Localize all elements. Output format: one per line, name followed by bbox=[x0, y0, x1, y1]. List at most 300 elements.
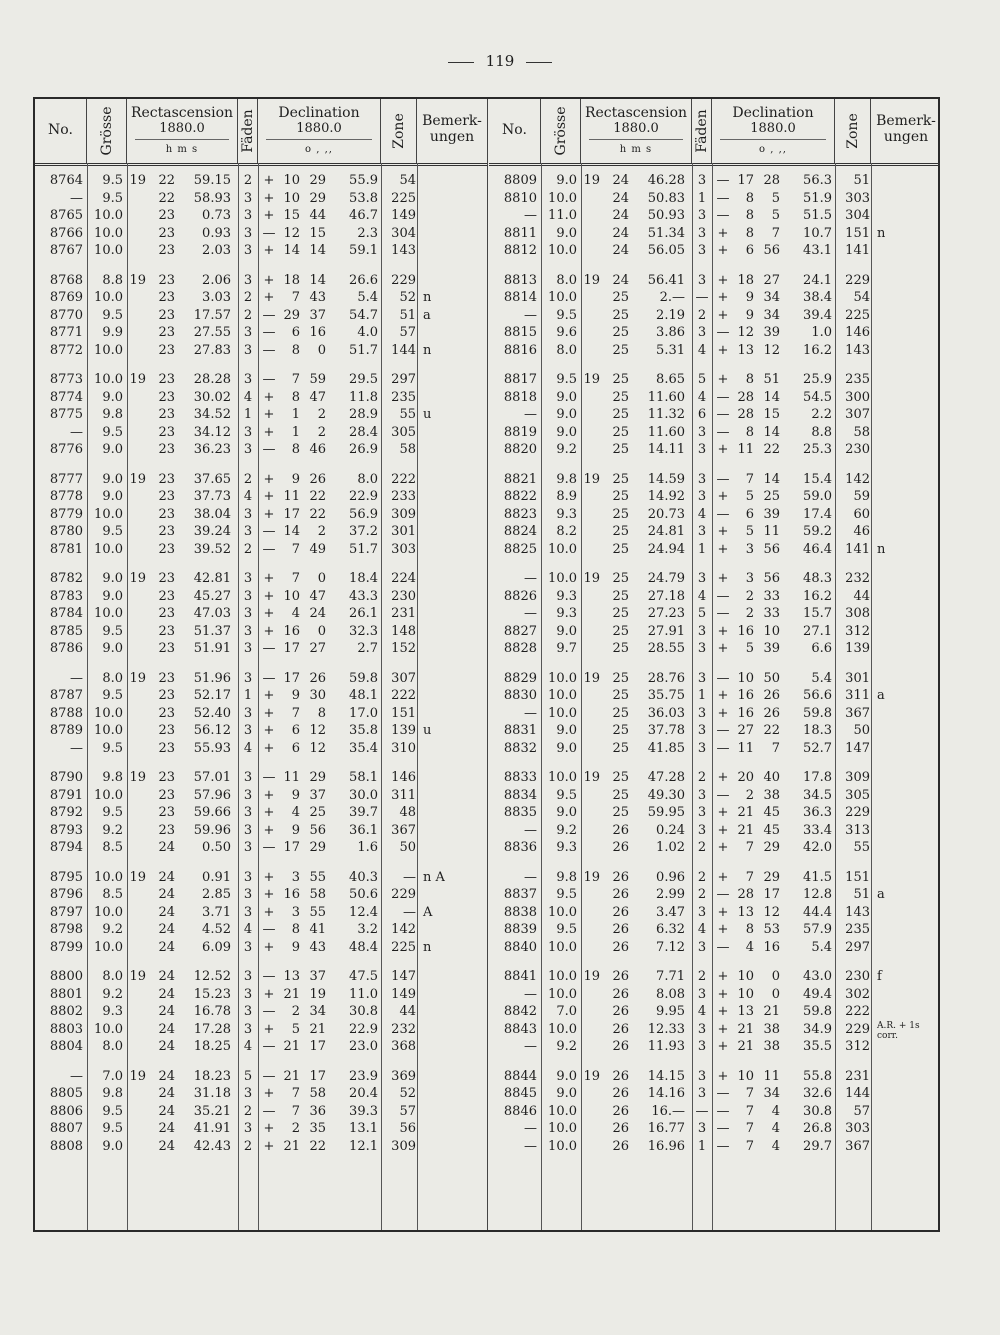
cell-gr: 8.0 bbox=[102, 1039, 123, 1054]
cell-ram: 23 bbox=[158, 407, 175, 422]
cell-sg: + bbox=[717, 869, 729, 885]
cell-ram: 25 bbox=[612, 424, 629, 440]
cell-dm: 16 bbox=[763, 939, 780, 955]
cell-ras: 27.91 bbox=[647, 623, 685, 639]
cell-dd: 21 bbox=[283, 1068, 300, 1084]
cell-sg: + bbox=[263, 424, 275, 440]
cell-gr: 10.0 bbox=[548, 770, 577, 785]
star-row bbox=[35, 1021, 487, 1039]
cell-dm: 34 bbox=[309, 1004, 326, 1019]
cell-ds: 29.5 bbox=[349, 372, 378, 387]
cell-ds: 59.0 bbox=[803, 489, 832, 504]
cell-sg: + bbox=[717, 904, 729, 920]
cell-no: 8826 bbox=[503, 588, 537, 604]
header-ra-title: Rectascension bbox=[584, 105, 688, 121]
cell-ram: 25 bbox=[612, 372, 629, 387]
cell-gr: 9.0 bbox=[102, 1138, 123, 1154]
cell-zn: 52 bbox=[399, 290, 416, 305]
cell-ram: 23 bbox=[158, 307, 175, 323]
cell-gr: 9.3 bbox=[556, 506, 577, 522]
cell-fa: 3 bbox=[243, 424, 253, 440]
cell-dd: 7 bbox=[745, 840, 754, 855]
cell-sg: — bbox=[716, 887, 730, 902]
cell-zn: 225 bbox=[391, 190, 416, 206]
star-row bbox=[489, 869, 940, 887]
cell-ram: 23 bbox=[158, 342, 175, 358]
star-catalog-table bbox=[33, 97, 940, 1232]
cell-zn: 235 bbox=[391, 389, 416, 405]
cell-dd: 13 bbox=[737, 1004, 754, 1019]
cell-no: — bbox=[70, 1068, 83, 1084]
cell-sg: + bbox=[263, 1086, 275, 1101]
cell-no: 8786 bbox=[49, 641, 83, 656]
cell-gr: 9.5 bbox=[102, 1121, 123, 1136]
cell-zn: 229 bbox=[391, 887, 416, 902]
cell-sg: — bbox=[262, 442, 276, 457]
star-row bbox=[35, 242, 487, 260]
cell-dm: 38 bbox=[763, 1021, 780, 1037]
cell-sg: + bbox=[717, 1004, 729, 1019]
cell-ds: 47.5 bbox=[349, 969, 378, 984]
cell-ras: 57.96 bbox=[193, 787, 231, 803]
cell-ram: 23 bbox=[158, 372, 175, 387]
header-ra-rule bbox=[589, 139, 683, 140]
cell-no: 8829 bbox=[503, 670, 537, 686]
cell-dd: 5 bbox=[745, 641, 754, 656]
star-group bbox=[489, 272, 940, 360]
cell-no: 8846 bbox=[503, 1103, 537, 1119]
cell-ras: 11.60 bbox=[647, 424, 685, 440]
cell-fa: 3 bbox=[243, 822, 253, 838]
cell-ras: 50.93 bbox=[647, 208, 685, 223]
cell-dm: 37 bbox=[309, 787, 326, 803]
cell-dm: 22 bbox=[763, 723, 780, 738]
cell-dd: 6 bbox=[291, 325, 300, 340]
star-row bbox=[35, 190, 487, 208]
cell-gr: 9.0 bbox=[102, 588, 123, 604]
header-bemerk-1: Bemerk- bbox=[422, 113, 482, 129]
cell-fa: 3 bbox=[697, 705, 707, 721]
cell-dm: 46 bbox=[309, 442, 326, 457]
cell-ram: 26 bbox=[612, 1086, 629, 1101]
cell-ras: 0.73 bbox=[202, 208, 231, 223]
cell-sg: + bbox=[263, 606, 275, 621]
cell-no: 8809 bbox=[503, 173, 537, 188]
header-cell-bem bbox=[871, 99, 941, 163]
cell-zn: 57 bbox=[399, 1103, 416, 1119]
cell-ras: 50.83 bbox=[647, 190, 685, 206]
cell-gr: 8.2 bbox=[556, 524, 577, 539]
cell-ras: 2.85 bbox=[202, 887, 231, 902]
cell-dd: 8 bbox=[291, 342, 300, 358]
cell-zn: 305 bbox=[391, 424, 416, 440]
cell-no: 8810 bbox=[503, 190, 537, 206]
cell-no: 8779 bbox=[49, 506, 83, 522]
header-fa: Fäden bbox=[239, 109, 256, 153]
cell-sg: + bbox=[263, 939, 275, 955]
cell-gr: 9.0 bbox=[102, 571, 123, 586]
cell-sg: + bbox=[717, 623, 729, 639]
cell-gr: 9.8 bbox=[102, 1086, 123, 1101]
cell-dm: 11 bbox=[763, 524, 780, 539]
cell-no: — bbox=[70, 190, 83, 206]
cell-gr: 9.3 bbox=[556, 588, 577, 604]
cell-ras: 37.73 bbox=[193, 489, 231, 504]
star-row bbox=[489, 1068, 940, 1086]
cell-fa: 3 bbox=[697, 524, 707, 539]
cell-sg: — bbox=[262, 225, 276, 241]
cell-gr: 10.0 bbox=[548, 939, 577, 955]
star-row bbox=[35, 289, 487, 307]
cell-ds: 10.7 bbox=[803, 225, 832, 241]
cell-sg: + bbox=[717, 372, 729, 387]
cell-dd: 10 bbox=[737, 1068, 754, 1084]
cell-dd: 7 bbox=[291, 541, 300, 557]
cell-dm: 38 bbox=[763, 1039, 780, 1054]
cell-fa: 4 bbox=[697, 588, 707, 604]
cell-ram: 26 bbox=[612, 904, 629, 920]
star-row bbox=[489, 1103, 940, 1121]
star-row bbox=[489, 1021, 940, 1039]
cell-ds: 18.3 bbox=[803, 723, 832, 738]
cell-gr: 9.2 bbox=[556, 822, 577, 838]
star-row bbox=[35, 886, 487, 904]
cell-sg: + bbox=[263, 986, 275, 1002]
cell-dm: 56 bbox=[763, 541, 780, 557]
cell-ds: 25.9 bbox=[803, 372, 832, 387]
header-ra-units: h m s bbox=[165, 144, 199, 155]
cell-fa: 2 bbox=[243, 1103, 253, 1119]
cell-gr: 9.0 bbox=[556, 389, 577, 405]
cell-dd: 17 bbox=[283, 506, 300, 522]
cell-sg: + bbox=[717, 641, 729, 656]
cell-ram: 24 bbox=[158, 922, 175, 937]
cell-zn: 46 bbox=[853, 524, 870, 539]
cell-ras: 24.94 bbox=[647, 541, 685, 557]
cell-ras: 27.55 bbox=[193, 325, 231, 340]
cell-rah: 19 bbox=[129, 173, 146, 188]
cell-no: — bbox=[524, 307, 537, 323]
cell-ram: 25 bbox=[612, 723, 629, 738]
cell-dd: 21 bbox=[737, 822, 754, 838]
cell-dm: 40 bbox=[763, 770, 780, 785]
cell-dd: 8 bbox=[745, 190, 754, 206]
cell-ras: 47.28 bbox=[647, 770, 685, 785]
cell-zn: 146 bbox=[845, 325, 870, 340]
cell-dd: 11 bbox=[283, 770, 300, 785]
cell-dm: 12 bbox=[309, 740, 326, 756]
cell-rah: 19 bbox=[583, 571, 600, 586]
cell-ram: 24 bbox=[612, 190, 629, 206]
cell-sg: — bbox=[716, 1138, 730, 1154]
cell-dd: 2 bbox=[291, 1121, 300, 1136]
header-dec-units: o , ,, bbox=[759, 144, 787, 155]
cell-no: 8798 bbox=[49, 922, 83, 937]
star-row bbox=[489, 769, 940, 787]
cell-ds: 52.7 bbox=[803, 740, 832, 756]
cell-zn: 313 bbox=[845, 822, 870, 838]
cell-gr: 7.0 bbox=[102, 1068, 123, 1084]
cell-ds: 11.8 bbox=[349, 389, 378, 405]
cell-dm: 29 bbox=[763, 869, 780, 885]
star-group bbox=[489, 1068, 940, 1156]
cell-ras: 28.55 bbox=[647, 641, 685, 656]
cell-ram: 24 bbox=[158, 1138, 175, 1154]
cell-dm: 7 bbox=[771, 225, 780, 241]
cell-sg: + bbox=[717, 1021, 729, 1037]
cell-bm: a bbox=[423, 307, 431, 323]
cell-ds: 39.3 bbox=[349, 1103, 378, 1119]
star-row bbox=[489, 523, 940, 541]
star-row bbox=[489, 471, 940, 489]
header-dec-title: Declination bbox=[732, 105, 814, 121]
cell-ds: 59.2 bbox=[803, 524, 832, 539]
star-row bbox=[489, 389, 940, 407]
cell-dd: 28 bbox=[737, 407, 754, 422]
cell-sg: + bbox=[717, 805, 729, 820]
cell-ram: 26 bbox=[612, 887, 629, 902]
cell-gr: 10.0 bbox=[548, 571, 577, 586]
cell-sg: + bbox=[263, 740, 275, 756]
header-dec-rule bbox=[720, 139, 826, 140]
cell-fa: 3 bbox=[243, 272, 253, 288]
cell-ds: 43.3 bbox=[349, 588, 378, 604]
cell-ds: 30.0 bbox=[349, 787, 378, 803]
star-row bbox=[35, 623, 487, 641]
cell-ras: 56.05 bbox=[647, 243, 685, 258]
star-group bbox=[35, 570, 487, 658]
cell-no: 8814 bbox=[503, 290, 537, 305]
cell-dm: 55 bbox=[309, 904, 326, 920]
cell-dd: 8 bbox=[745, 922, 754, 937]
star-row bbox=[35, 722, 487, 740]
cell-no: 8792 bbox=[49, 805, 83, 820]
cell-dm: 35 bbox=[309, 1121, 326, 1136]
star-group bbox=[35, 670, 487, 758]
cell-ram: 25 bbox=[612, 471, 629, 487]
cell-bm: n bbox=[877, 541, 886, 557]
cell-no: 8782 bbox=[49, 571, 83, 586]
cell-ram: 25 bbox=[612, 407, 629, 422]
cell-ds: 5.4 bbox=[811, 670, 832, 686]
cell-ras: 41.91 bbox=[193, 1121, 231, 1136]
cell-dm: 47 bbox=[309, 588, 326, 604]
cell-dm: 26 bbox=[309, 670, 326, 686]
cell-gr: 10.0 bbox=[94, 606, 123, 621]
cell-ram: 25 bbox=[612, 606, 629, 621]
cell-dm: 5 bbox=[771, 208, 780, 223]
star-row bbox=[489, 968, 940, 986]
star-row bbox=[489, 324, 940, 342]
cell-dm: 37 bbox=[309, 307, 326, 323]
cell-gr: 10.0 bbox=[548, 1021, 577, 1037]
cell-sg: — bbox=[716, 190, 730, 206]
cell-ram: 23 bbox=[158, 805, 175, 820]
cell-no: 8816 bbox=[503, 342, 537, 358]
cell-no: 8844 bbox=[503, 1068, 537, 1084]
cell-fa: 3 bbox=[697, 986, 707, 1002]
cell-dm: 14 bbox=[763, 471, 780, 487]
cell-ds: 56.9 bbox=[349, 506, 378, 522]
cell-dm: 59 bbox=[309, 372, 326, 387]
cell-zn: 312 bbox=[845, 1039, 870, 1054]
cell-no: — bbox=[524, 822, 537, 838]
cell-dd: 10 bbox=[283, 588, 300, 604]
star-row bbox=[489, 506, 940, 524]
header-gr: Grösse bbox=[98, 106, 115, 156]
cell-ram: 23 bbox=[158, 541, 175, 557]
cell-sg: + bbox=[263, 869, 275, 885]
cell-ds: 5.4 bbox=[357, 290, 378, 305]
cell-gr: 9.7 bbox=[556, 641, 577, 656]
cell-sg: + bbox=[263, 705, 275, 721]
cell-ram: 24 bbox=[158, 1068, 175, 1084]
star-row bbox=[489, 207, 940, 225]
cell-fa: 1 bbox=[697, 688, 707, 703]
cell-no: 8773 bbox=[49, 372, 83, 387]
cell-dd: 2 bbox=[745, 588, 754, 604]
cell-ras: 51.91 bbox=[193, 641, 231, 656]
header-dec-epoch: 1880.0 bbox=[750, 121, 796, 136]
star-row bbox=[489, 623, 940, 641]
cell-no: — bbox=[524, 869, 537, 885]
cell-ds: 46.7 bbox=[349, 208, 378, 223]
cell-ds: 4.0 bbox=[357, 325, 378, 340]
cell-dd: 5 bbox=[745, 489, 754, 504]
star-group bbox=[489, 670, 940, 758]
cell-ram: 25 bbox=[612, 705, 629, 721]
header-cell-no bbox=[35, 99, 87, 163]
cell-no: 8840 bbox=[503, 939, 537, 955]
cell-ras: 18.25 bbox=[193, 1039, 231, 1054]
cell-sg: — bbox=[262, 1039, 276, 1054]
cell-ds: 36.3 bbox=[803, 805, 832, 820]
cell-rah: 19 bbox=[583, 869, 600, 885]
cell-dd: 21 bbox=[737, 1021, 754, 1037]
cell-gr: 10.0 bbox=[94, 290, 123, 305]
star-row bbox=[35, 324, 487, 342]
cell-fa: 3 bbox=[243, 208, 253, 223]
cell-ds: 59.8 bbox=[803, 1004, 832, 1019]
cell-sg: — bbox=[716, 389, 730, 405]
cell-dd: 7 bbox=[291, 705, 300, 721]
cell-ras: 14.59 bbox=[647, 471, 685, 487]
cell-gr: 10.0 bbox=[94, 506, 123, 522]
cell-sg: + bbox=[717, 489, 729, 504]
cell-ras: 52.17 bbox=[193, 688, 231, 703]
cell-dd: 7 bbox=[745, 1086, 754, 1101]
cell-zn: 311 bbox=[391, 787, 416, 803]
star-row bbox=[489, 371, 940, 389]
cell-gr: 10.0 bbox=[94, 904, 123, 920]
cell-dd: 16 bbox=[283, 623, 300, 639]
table-header bbox=[489, 99, 940, 166]
cell-ds: 54.5 bbox=[803, 389, 832, 405]
star-row bbox=[489, 242, 940, 260]
cell-gr: 10.0 bbox=[548, 541, 577, 557]
cell-ras: 6.32 bbox=[656, 922, 685, 937]
cell-sg: + bbox=[263, 208, 275, 223]
cell-zn: 309 bbox=[391, 1138, 416, 1154]
cell-ram: 24 bbox=[158, 986, 175, 1002]
cell-sg: — bbox=[262, 969, 276, 984]
cell-dd: 1 bbox=[291, 424, 300, 440]
cell-sg: + bbox=[263, 389, 275, 405]
cell-zn: 230 bbox=[391, 588, 416, 604]
star-row bbox=[35, 441, 487, 459]
cell-ds: 55.8 bbox=[803, 1068, 832, 1084]
cell-sg: — bbox=[262, 524, 276, 539]
cell-dm: 2 bbox=[317, 407, 326, 422]
cell-ram: 25 bbox=[612, 524, 629, 539]
cell-ds: 2.7 bbox=[357, 641, 378, 656]
cell-dm: 29 bbox=[763, 840, 780, 855]
star-group bbox=[489, 371, 940, 459]
cell-gr: 9.0 bbox=[556, 407, 577, 422]
cell-fa: 3 bbox=[697, 670, 707, 686]
cell-no: 8839 bbox=[503, 922, 537, 937]
star-row bbox=[489, 1003, 940, 1021]
cell-sg: — bbox=[262, 1004, 276, 1019]
cell-gr: 9.5 bbox=[102, 805, 123, 820]
star-row bbox=[35, 1003, 487, 1021]
cell-sg: + bbox=[717, 524, 729, 539]
cell-ras: 46.28 bbox=[647, 173, 685, 188]
cell-no: 8770 bbox=[49, 307, 83, 323]
cell-ras: 51.96 bbox=[193, 670, 231, 686]
cell-gr: 10.0 bbox=[94, 939, 123, 955]
cell-ds: 50.6 bbox=[349, 887, 378, 902]
cell-ds: 51.9 bbox=[803, 190, 832, 206]
cell-ras: 57.01 bbox=[193, 770, 231, 785]
cell-dd: 8 bbox=[291, 442, 300, 457]
cell-ds: 57.9 bbox=[803, 922, 832, 937]
cell-zn: 305 bbox=[845, 787, 870, 803]
star-row bbox=[35, 541, 487, 559]
cell-rah: 19 bbox=[129, 471, 146, 487]
cell-gr: 9.0 bbox=[102, 641, 123, 656]
cell-dm: 2 bbox=[317, 424, 326, 440]
cell-rah: 19 bbox=[583, 471, 600, 487]
star-row bbox=[35, 804, 487, 822]
cell-dd: 21 bbox=[283, 1039, 300, 1054]
star-row bbox=[35, 488, 487, 506]
cell-ram: 24 bbox=[158, 939, 175, 955]
cell-ras: 59.66 bbox=[193, 805, 231, 820]
cell-no: 8788 bbox=[49, 705, 83, 721]
cell-ram: 24 bbox=[158, 869, 175, 885]
header-cell-fa bbox=[692, 99, 712, 163]
cell-zn: 143 bbox=[845, 342, 870, 358]
cell-zn: 60 bbox=[853, 506, 870, 522]
cell-ds: 12.8 bbox=[803, 887, 832, 902]
cell-zn: 229 bbox=[391, 272, 416, 288]
cell-fa: 3 bbox=[243, 939, 253, 955]
cell-zn: 142 bbox=[391, 922, 416, 937]
cell-dd: 15 bbox=[283, 208, 300, 223]
cell-gr: 10.0 bbox=[548, 670, 577, 686]
star-row bbox=[35, 1085, 487, 1103]
cell-gr: 9.5 bbox=[102, 623, 123, 639]
cell-zn: 303 bbox=[391, 541, 416, 557]
cell-gr: 10.0 bbox=[548, 1121, 577, 1136]
cell-ds: 32.6 bbox=[803, 1086, 832, 1101]
cell-fa: 3 bbox=[243, 524, 253, 539]
cell-dd: 27 bbox=[737, 723, 754, 738]
catalog-right-half bbox=[489, 99, 940, 1230]
cell-fa: 2 bbox=[697, 307, 707, 323]
cell-ras: 3.47 bbox=[656, 904, 685, 920]
